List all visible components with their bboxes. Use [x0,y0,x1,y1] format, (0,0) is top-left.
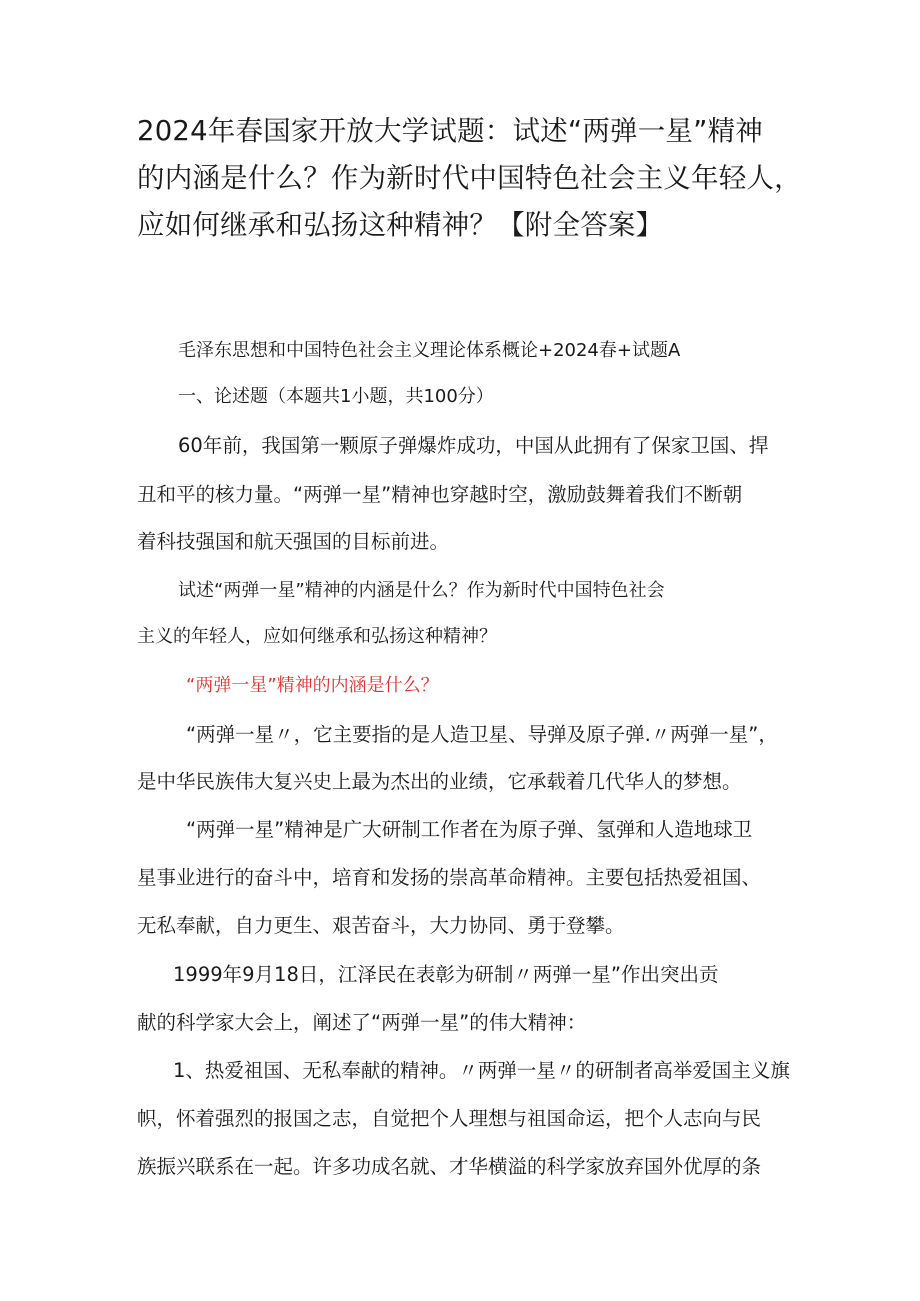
paragraph-line: 1999年9月18日，江泽民在表彰为研制〃两弹一星”作出突出贡 [173,963,719,986]
title-line: 2024年春国家开放大学试题：试述“两弹一星”精神 [137,115,763,147]
paragraph-line: 族振兴联系在一起。许多功成名就、才华横溢的科学家放弃国外优厚的条 [137,1155,762,1178]
paragraph-line: 献的科学家大会上，阐述了“两弹一星”的伟大精神： [137,1011,587,1034]
intro-line: 着科技强国和航天强国的目标前进。 [137,530,450,553]
paragraph-line: “两弹一星〃，它主要指的是人造卫星、导弹及原子弹.〃两弹一星”， [186,723,778,746]
paragraph-line: 无私奉献，自力更生、艰苦奋斗，大力协同、勇于登攀。 [137,914,625,937]
section-heading: 一、论述题（本题共1小题，共100分） [178,386,494,407]
question-line: 主义的年轻人，应如何继承和弘扬这种精神？ [137,626,497,647]
question-line: 试述“两弹一星”精神的内涵是什么？作为新时代中国特色社会 [178,580,665,601]
paragraph-line: “两弹一星”精神是广大研制工作者在为原子弹、氢弹和人造地球卫 [186,818,753,841]
paragraph-line: 是中华民族伟大复兴史上最为杰出的业绩，它承载着几代华人的梦想。 [137,770,742,793]
title-line: 应如何继承和弘扬这种精神？【附全答案】 [137,209,664,241]
red-subheading: “两弹一星”精神的内涵是什么？ [186,675,439,696]
course-line: 毛泽东思想和中国特色社会主义理论体系概论+2024春+试题A [178,340,681,361]
title-line: 的内涵是什么？作为新时代中国特色社会主义年轻人， [137,162,802,194]
paragraph-line: 星事业进行的奋斗中，培育和发扬的崇高革命精神。主要包括热爱祖国、 [137,866,762,889]
paragraph-line: 帜，怀着强烈的报国之志，自觉把个人理想与祖国命运，把个人志向与民 [137,1107,762,1130]
intro-line: 丑和平的核力量。“两弹一星”精神也穿越时空，激励鼓舞着我们不断朝 [137,483,743,506]
paragraph-line: 1、热爱祖国、无私奉献的精神。〃两弹一星〃的研制者高举爱国主义旗 [173,1059,790,1082]
intro-line: 60年前，我国第一颗原子弹爆炸成功，中国从此拥有了保家卫国、捍 [178,434,769,457]
document-title [137,108,802,249]
